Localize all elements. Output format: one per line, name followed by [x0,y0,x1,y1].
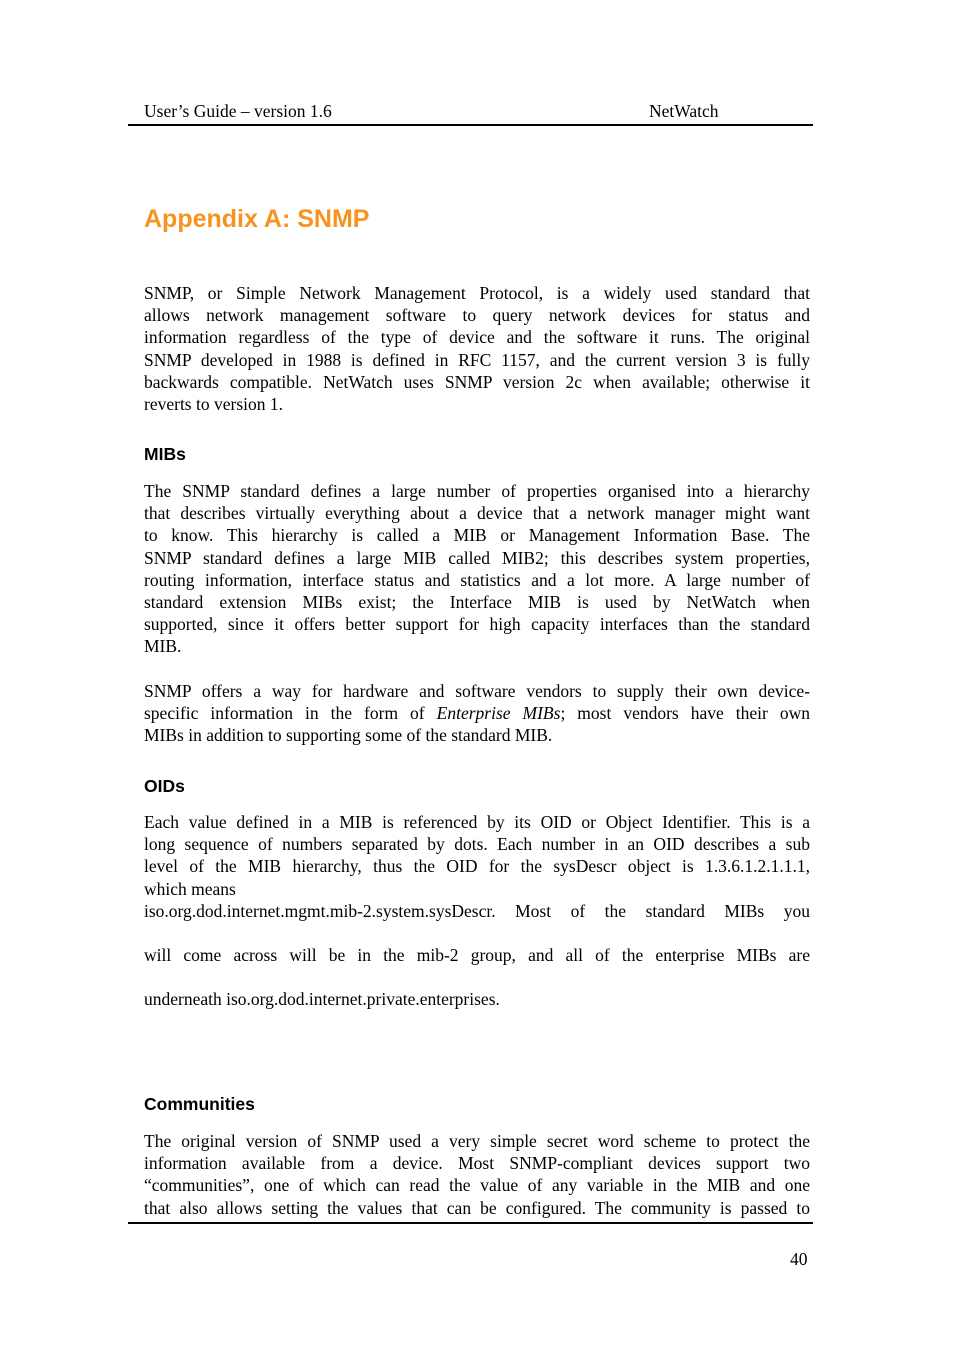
header-product-name: NetWatch [649,101,719,121]
mibs-line: SNMP offers a way for hardware and software vendors to supply their own device- [144,681,810,701]
mibs-line: The SNMP standard defines a large number of properties organised into a hierarchy [144,481,810,501]
enterprise-mibs-term: Enterprise MIBs [436,703,561,724]
intro-line: backwards compatible. NetWatch uses SNMP version 2c when available; otherwise it [144,371,810,392]
oids-continuation [144,944,810,966]
intro-line: SNMP, or Simple Network Management Protocol, is a widely used standard that [144,283,810,303]
oids-line: underneath iso.org.dod.internet.private.enterprises. [144,989,500,1009]
intro-line: reverts to version 1. [144,393,283,414]
mibs-paragraph-2 [144,680,810,747]
oids-line: which means [144,878,236,899]
page-number: 40 [790,1249,808,1269]
mibs-heading: MIBs [144,444,186,464]
oids-heading: OIDs [144,776,185,796]
mibs-line: that describes virtually everything about a device that a network manager might want [144,503,810,524]
oids-line: Each value defined in a MIB is referenced by its OID or Object Identifier. This is a [144,812,810,832]
communities-line: information available from a device. Most SNMP-compliant devices support two [144,1153,810,1174]
communities-line: “communities”, one of which can read the value of any variable in the MIB and one [144,1175,810,1196]
footer-rule [128,1222,813,1224]
oids-paragraph [144,811,810,900]
mibs-line: SNMP standard defines a large MIB called MIB2; this describes system properties, [144,547,810,568]
communities-line: that also allows setting the values that can be configured. The community is passed to [144,1197,810,1218]
mibs-line: standard extension MIBs exist; the Interface MIB is used by NetWatch when [144,591,810,612]
mibs-line: supported, since it offers better support for high capacity interfaces than the standard [144,614,810,635]
mibs-line: MIB. [144,636,182,657]
page-header [144,101,810,123]
mibs-line: MIBs in addition to supporting some of the standard MIB. [144,725,553,746]
header-rule [128,124,813,126]
oids-line: iso.org.dod.internet.mgmt.mib-2.system.sysDescr. Most of the standard MIBs you [144,901,810,921]
intro-line: allows network management software to query network devices for status and [144,305,810,326]
communities-line: The original version of SNMP used a very simple secret word scheme to protect the [144,1131,810,1151]
intro-line: SNMP developed in 1988 is defined in RFC 1157, and the current version 3 is fully [144,349,810,370]
appendix-title: Appendix A: SNMP [144,205,370,233]
mibs-line: routing information, interface status and statistics and a lot more. A large number of [144,569,810,590]
oids-line: will come across will be in the mib-2 group, and all of the enterprise MIBs are [144,945,810,965]
mibs-line: specific information in the form of Enterprise MIBs; most vendors have their own [144,703,810,724]
intro-line: information regardless of the type of device and the software it runs. The original [144,327,810,348]
mibs-paragraph-1 [144,480,810,658]
mibs-line: to know. This hierarchy is called a MIB or Management Information Base. The [144,525,810,546]
intro-paragraph [144,282,810,415]
oids-continuation [144,988,810,1010]
oids-continuation [144,900,810,922]
oids-line: level of the MIB hierarchy, thus the OID for the sysDescr object is 1.3.6.1.2.1.1.1, [144,856,810,877]
oids-line: long sequence of numbers separated by dots. Each number in an OID describes a sub [144,834,810,855]
header-guide-version: User’s Guide – version 1.6 [144,101,332,121]
communities-heading: Communities [144,1094,255,1114]
communities-paragraph [144,1130,810,1219]
